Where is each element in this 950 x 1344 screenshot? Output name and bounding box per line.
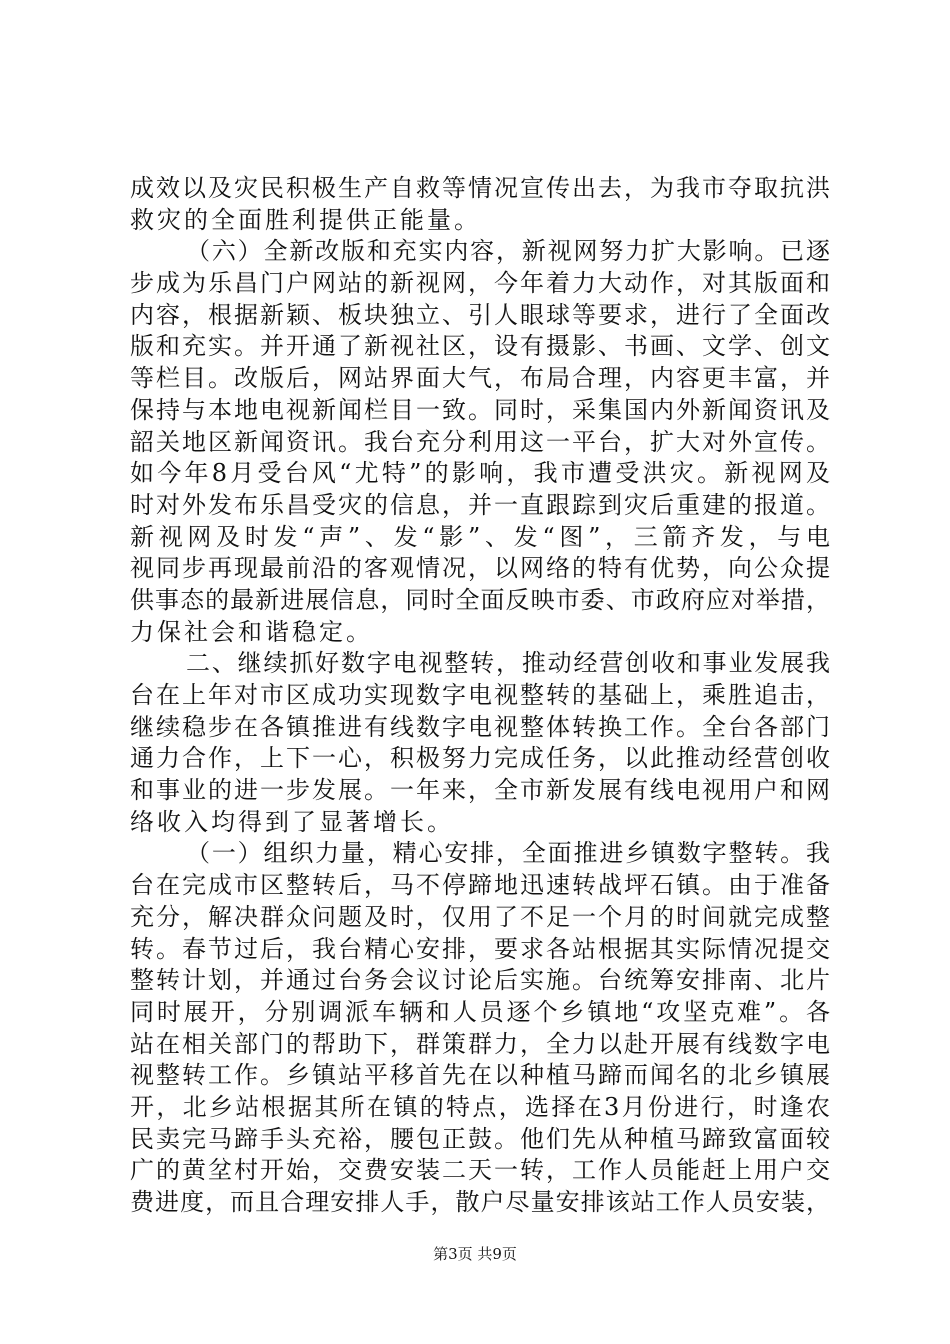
text-line: 继续稳步在各镇推进有线数字电视整体转换工作。全台各部门 bbox=[130, 712, 830, 741]
text-line: 充分，解决群众问题及时，仅用了不足一个月的时间就完成整 bbox=[130, 902, 830, 931]
text-line: （一）组织力量，精心安排，全面推进乡镇数字整转。我 bbox=[186, 839, 830, 868]
text-line: 视整转工作。乡镇站平移首先在以种植马蹄而闻名的北乡镇展 bbox=[130, 1061, 830, 1090]
page-footer: 第3页 共9页 bbox=[433, 1245, 517, 1263]
text-line: 通力合作，上下一心，积极努力完成任务，以此推动经营创收 bbox=[130, 744, 830, 773]
text-line: 台在上年对市区成功实现数字电视整转的基础上，乘胜追击， bbox=[130, 681, 830, 709]
text-line: 保持与本地电视新闻栏目一致。同时，采集国内外新闻资讯及 bbox=[130, 395, 830, 424]
text-line: 韶关地区新闻资讯。我台充分利用这一平台，扩大对外宣传。 bbox=[130, 427, 830, 456]
text-line: 和事业的进一步发展。一年来，全市新发展有线电视用户和网 bbox=[130, 776, 830, 805]
text-line: （六）全新改版和充实内容，新视网努力扩大影响。已逐 bbox=[186, 237, 830, 266]
text-line: 站在相关部门的帮助下，群策群力，全力以赴开展有线数字电 bbox=[130, 1029, 830, 1058]
text-line: 新视网及时发“声”、发“影”、发“图”，三箭齐发，与电 bbox=[130, 522, 830, 551]
text-line: 时对外发布乐昌受灾的信息，并一直跟踪到灾后重建的报道。 bbox=[130, 490, 830, 519]
text-line: 成效以及灾民积极生产自救等情况宣传出去，为我市夺取抗洪 bbox=[130, 174, 830, 202]
text-line: 费进度，而且合理安排人手，散户尽量安排该站工作人员安装， bbox=[130, 1188, 830, 1216]
text-line: 如今年8月受台风“尤特”的影响，我市遭受洪灾。新视网及 bbox=[130, 459, 830, 488]
text-line: 开，北乡站根据其所在镇的特点，选择在3月份进行，时逢农 bbox=[130, 1092, 830, 1121]
text-line: 二、继续抓好数字电视整转，推动经营创收和事业发展我 bbox=[186, 649, 830, 678]
text-line: 等栏目。改版后，网站界面大气，布局合理，内容更丰富，并 bbox=[130, 364, 830, 393]
text-line: 救灾的全面胜利提供正能量。 bbox=[130, 205, 481, 234]
document-body bbox=[130, 173, 830, 1219]
text-line: 内容，根据新颖、板块独立、引人眼球等要求，进行了全面改 bbox=[130, 300, 830, 329]
text-line: 版和充实。并开通了新视社区，设有摄影、书画、文学、创文 bbox=[130, 332, 830, 361]
text-line: 力保社会和谐稳定。 bbox=[130, 617, 373, 646]
text-line: 供事态的最新进展信息，同时全面反映市委、市政府应对举措， bbox=[130, 585, 830, 614]
text-line: 步成为乐昌门户网站的新视网，今年着力大动作，对其版面和 bbox=[130, 269, 830, 298]
text-line: 络收入均得到了显著增长。 bbox=[130, 807, 454, 836]
text-line: 民卖完马蹄手头充裕，腰包正鼓。他们先从种植马蹄致富面较 bbox=[130, 1124, 830, 1153]
text-line: 转。春节过后，我台精心安排，要求各站根据其实际情况提交 bbox=[130, 934, 830, 963]
text-line: 整转计划，并通过台务会议讨论后实施。台统筹安排南、北片 bbox=[130, 966, 830, 995]
text-line: 台在完成市区整转后，马不停蹄地迅速转战坪石镇。由于准备 bbox=[130, 871, 830, 900]
text-line: 广的黄坌村开始，交费安装二天一转，工作人员能赶上用户交 bbox=[130, 1156, 830, 1185]
text-line: 同时展开，分别调派车辆和人员逐个乡镇地“攻坚克难”。各 bbox=[130, 997, 830, 1026]
text-line: 视同步再现最前沿的客观情况，以网络的特有优势，向公众提 bbox=[130, 554, 830, 583]
